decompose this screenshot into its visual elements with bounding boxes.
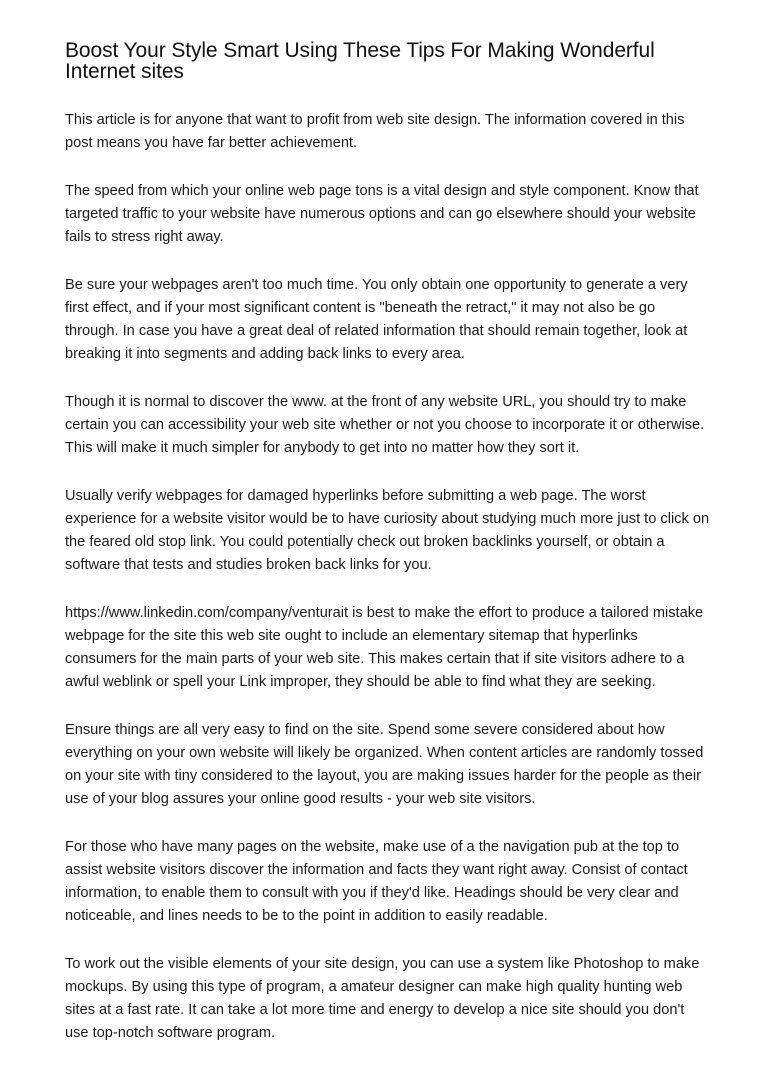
paragraph-7: Ensure things are all very easy to find on the site. Spend some severe considered about how everything on your own website will likely be organized. When content articles are randomly tossed on your site with tiny considered to the layout, you are making issues harder for the people as their use of your blog assures your online good results - your web site visitors. [65,722,704,807]
paragraph-3: Be sure your webpages aren't too much time. You only obtain one opportunity to generate a very first effect, and if your most significant content is "beneath the retract," it may not also be go through. In case you have a great deal of related information that should remain together, look at breaking it into segments and adding back links to every area. [65,277,688,362]
paragraph-9: To work out the visible elements of your site design, you can use a system like Photoshop to make mockups. By using this type of program, a amateur designer can make high quality hunting web sites at a fast rate. It can take a lot more time and energy to develop a nice site should you don't use top-notch software program. [65,956,700,1041]
paragraph-1: This article is for anyone that want to profit from web site design. The information covered in this post means you have far better achievement. [65,112,685,151]
paragraph-6: https://www.linkedin.com/company/venturait is best to make the effort to produce a tailored mistake webpage for the site this web site ought to include an elementary sitemap that hyperlinks consumers for the main parts of your web site. This makes certain that if site visitors adhere to a awful weblink or spell your Link improper, they should be able to find what they are seeking. [65,605,704,690]
document-page [65,40,710,1070]
paragraph-8: For those who have many pages on the website, make use of a the navigation pub at the top to assist website visitors discover the information and facts they want right away. Consist of contact information, to enable them to consult with you if they'd like. Headings should be very clear and noticeable, and lines needs to be to the point in addition to easily readable. [65,839,688,924]
document-title: Boost Your Style Smart Using These Tips For Making Wonderful Internet sites [65,39,655,83]
paragraph-5: Usually verify webpages for damaged hyperlinks before submitting a web page. The worst experience for a website visitor would be to have curiosity about studying much more just to click on the feared old stop link. You could potentially check out broken backlinks yourself, or obtain a software that tests and studies broken back links for you. [65,488,710,573]
paragraph-4: Though it is normal to discover the www. at the front of any website URL, you should try to make certain you can accessibility your web site whether or not you choose to incorporate it or otherwise. This will make it much simpler for anybody to get into no matter how they sort it. [65,394,705,456]
article-body [65,109,710,1045]
paragraph-2: The speed from which your online web page tons is a vital design and style component. Know that targeted traffic to your website have numerous options and can go elsewhere should your website fails to stress right away. [65,183,699,245]
